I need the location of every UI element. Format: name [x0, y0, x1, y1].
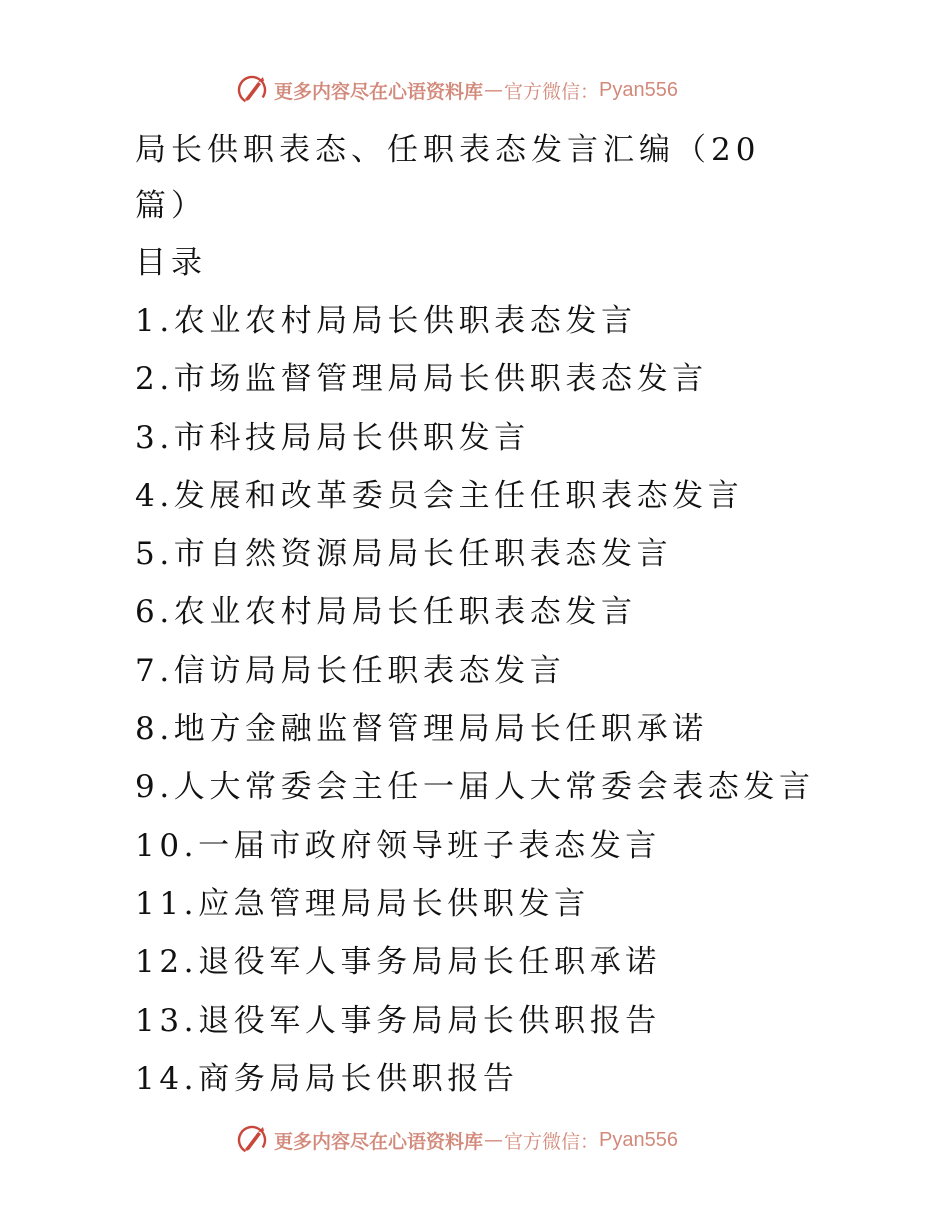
toc-item: 12.退役军人事务局局长任职承诺 — [135, 944, 661, 981]
document-title-line-1: 局长供职表态、任职表态发言汇编（20 — [135, 132, 761, 168]
toc-item: 4.发展和改革委员会主任任职表态发言 — [135, 477, 744, 514]
red-quill-logo-icon — [236, 1123, 270, 1157]
document-title — [135, 122, 835, 234]
document-body — [135, 122, 835, 1108]
toc-item: 10.一届市政府领导班子表态发言 — [135, 827, 661, 864]
document-title-line-2: 篇） — [135, 188, 207, 224]
banner-dash: — — [484, 79, 504, 101]
toc-item: 9.人大常委会主任一届人大常委会表态发言 — [135, 769, 815, 806]
toc-item: 5.市自然资源局局长任职表态发言 — [135, 536, 673, 573]
red-quill-logo-icon — [236, 73, 270, 107]
toc-item: 13.退役军人事务局局长供职报告 — [135, 1002, 661, 1039]
header-banner — [236, 72, 678, 108]
toc-item: 3.市科技局局长供职发言 — [135, 419, 530, 456]
toc-item: 11.应急管理局局长供职发言 — [135, 885, 590, 922]
footer-banner — [236, 1122, 678, 1158]
banner-wechat-label: 官方微信： — [504, 80, 600, 103]
toc-item: 1.农业农村局局长供职表态发言 — [135, 303, 637, 339]
toc-heading: 目录 — [135, 245, 207, 281]
toc-item: 2.市场监督管理局局长供职表态发言 — [135, 361, 708, 398]
banner-promo-text: 更多内容尽在心语资料库 — [274, 1130, 484, 1153]
banner-wechat-label: 官方微信： — [504, 1130, 600, 1153]
banner-account-id: Pyan556 — [599, 78, 678, 101]
table-of-contents — [135, 292, 835, 1108]
toc-item: 7.信访局局长任职表态发言 — [135, 652, 566, 689]
banner-account-id: Pyan556 — [599, 1128, 678, 1151]
toc-item: 6.农业农村局局长任职表态发言 — [135, 594, 637, 631]
toc-item: 14.商务局局长供职报告 — [135, 1060, 519, 1097]
banner-promo-text: 更多内容尽在心语资料库 — [274, 80, 484, 103]
toc-item: 8.地方金融监督管理局局长任职承诺 — [135, 711, 708, 748]
banner-dash: — — [484, 1129, 504, 1151]
